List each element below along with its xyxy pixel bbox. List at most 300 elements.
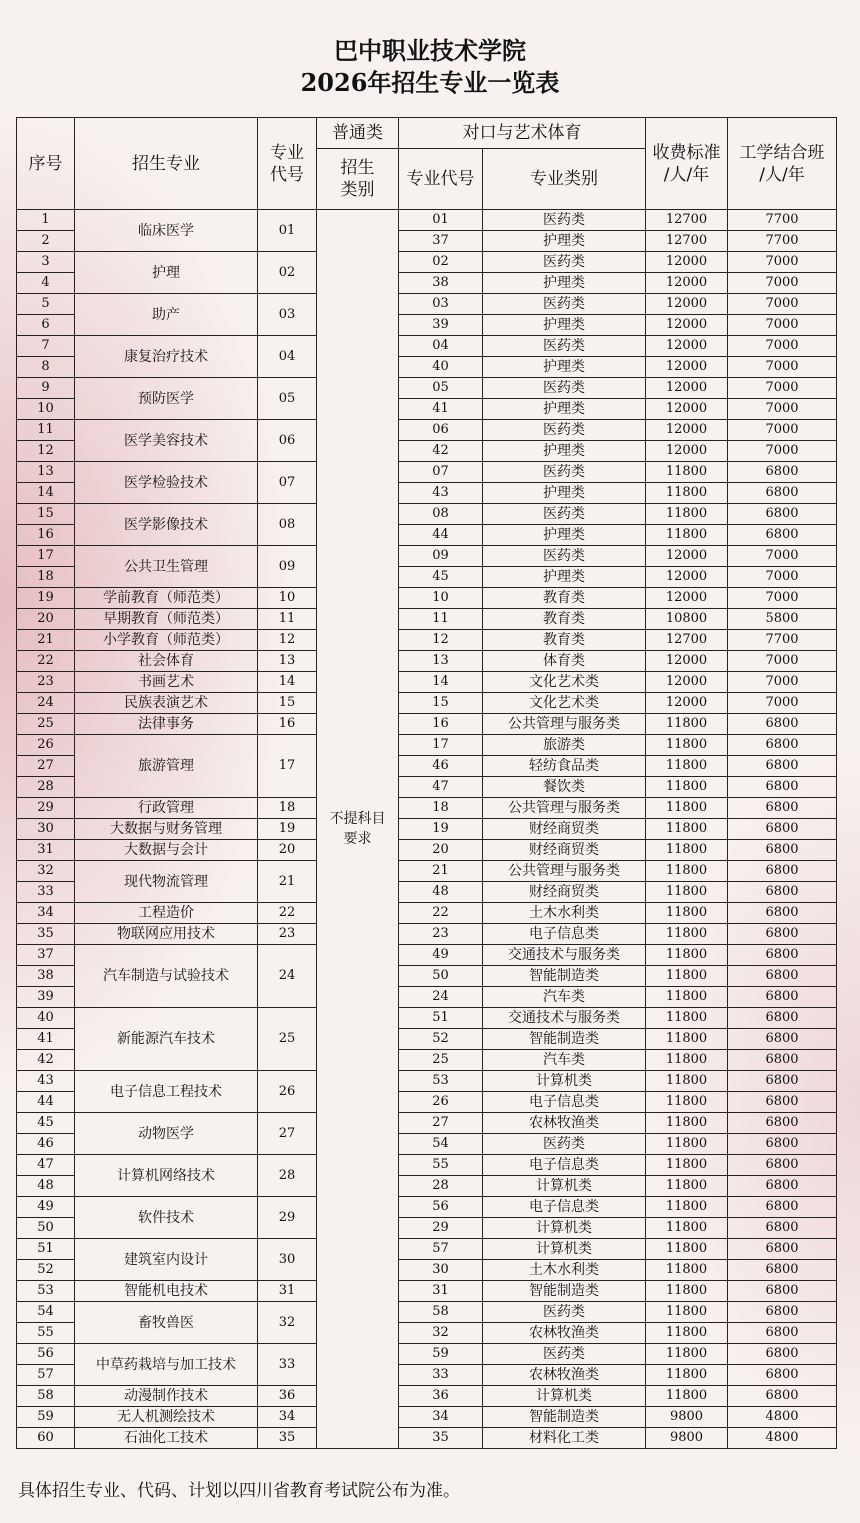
major-code-cell: 32	[258, 1302, 317, 1344]
seq-cell: 40	[17, 1008, 75, 1029]
voc-code-cell: 33	[399, 1365, 483, 1386]
voc-code-cell: 18	[399, 798, 483, 819]
table-row	[17, 735, 837, 756]
table-row	[17, 903, 837, 924]
fee-cell: 12000	[646, 315, 728, 336]
fee-cell: 11800	[646, 462, 728, 483]
fee-cell: 11800	[646, 819, 728, 840]
major-name-cell: 石油化工技术	[75, 1428, 258, 1449]
table-row	[17, 1428, 837, 1449]
voc-code-cell: 26	[399, 1092, 483, 1113]
fee-cell: 11800	[646, 735, 728, 756]
voc-code-cell: 58	[399, 1302, 483, 1323]
fee-cell: 11800	[646, 882, 728, 903]
voc-code-cell: 42	[399, 441, 483, 462]
header-work-study: 工学结合班 /人/年	[728, 118, 837, 210]
table-row	[17, 693, 837, 714]
voc-code-cell: 53	[399, 1071, 483, 1092]
seq-cell: 19	[17, 588, 75, 609]
fee-cell: 11800	[646, 1071, 728, 1092]
seq-cell: 7	[17, 336, 75, 357]
fee-cell: 11800	[646, 777, 728, 798]
major-code-cell: 06	[258, 420, 317, 462]
seq-cell: 46	[17, 1134, 75, 1155]
voc-code-cell: 39	[399, 315, 483, 336]
work-study-fee-cell: 7000	[728, 546, 837, 567]
voc-code-cell: 32	[399, 1323, 483, 1344]
fee-cell: 11800	[646, 714, 728, 735]
seq-cell: 11	[17, 420, 75, 441]
fee-cell: 11800	[646, 924, 728, 945]
fee-cell: 12000	[646, 420, 728, 441]
work-study-fee-cell: 7700	[728, 630, 837, 651]
voc-code-cell: 03	[399, 294, 483, 315]
voc-category-cell: 农林牧渔类	[483, 1365, 646, 1386]
major-code-cell: 30	[258, 1239, 317, 1281]
major-code-cell: 22	[258, 903, 317, 924]
table-row	[17, 462, 837, 483]
seq-cell: 52	[17, 1260, 75, 1281]
voc-category-cell: 计算机类	[483, 1218, 646, 1239]
major-code-cell: 33	[258, 1344, 317, 1386]
voc-category-cell: 护理类	[483, 231, 646, 252]
table-row	[17, 1155, 837, 1176]
voc-code-cell: 36	[399, 1386, 483, 1407]
major-name-cell: 医学检验技术	[75, 462, 258, 504]
voc-category-cell: 财经商贸类	[483, 840, 646, 861]
major-code-cell: 01	[258, 210, 317, 252]
table-row	[17, 420, 837, 441]
seq-cell: 10	[17, 399, 75, 420]
seq-cell: 20	[17, 609, 75, 630]
work-study-fee-cell: 7000	[728, 588, 837, 609]
fee-cell: 12700	[646, 630, 728, 651]
header-voc-category: 专业类别	[483, 149, 646, 210]
seq-cell: 57	[17, 1365, 75, 1386]
major-name-cell: 计算机网络技术	[75, 1155, 258, 1197]
fee-cell: 11800	[646, 1344, 728, 1365]
fee-cell: 11800	[646, 861, 728, 882]
voc-category-cell: 汽车类	[483, 1050, 646, 1071]
major-name-cell: 动漫制作技术	[75, 1386, 258, 1407]
requirement-cell: 不提科目要求	[317, 210, 399, 1449]
voc-code-cell: 50	[399, 966, 483, 987]
table-row	[17, 672, 837, 693]
voc-category-cell: 轻纺食品类	[483, 756, 646, 777]
header-seq: 序号	[17, 118, 75, 210]
voc-category-cell: 计算机类	[483, 1071, 646, 1092]
voc-code-cell: 30	[399, 1260, 483, 1281]
seq-cell: 4	[17, 273, 75, 294]
seq-cell: 8	[17, 357, 75, 378]
voc-category-cell: 电子信息类	[483, 1155, 646, 1176]
voc-category-cell: 医药类	[483, 336, 646, 357]
voc-code-cell: 04	[399, 336, 483, 357]
work-study-fee-cell: 6800	[728, 777, 837, 798]
voc-category-cell: 医药类	[483, 378, 646, 399]
voc-code-cell: 13	[399, 651, 483, 672]
work-study-fee-cell: 6800	[728, 1344, 837, 1365]
voc-category-cell: 护理类	[483, 273, 646, 294]
work-study-fee-cell: 7000	[728, 441, 837, 462]
major-code-cell: 02	[258, 252, 317, 294]
voc-category-cell: 智能制造类	[483, 1029, 646, 1050]
work-study-fee-cell: 7700	[728, 231, 837, 252]
work-study-fee-cell: 6800	[728, 903, 837, 924]
major-name-cell: 康复治疗技术	[75, 336, 258, 378]
fee-cell: 12000	[646, 588, 728, 609]
fee-cell: 11800	[646, 756, 728, 777]
seq-cell: 14	[17, 483, 75, 504]
work-study-fee-cell: 7000	[728, 672, 837, 693]
voc-category-cell: 医药类	[483, 420, 646, 441]
major-name-cell: 汽车制造与试验技术	[75, 945, 258, 1008]
voc-category-cell: 护理类	[483, 315, 646, 336]
fee-cell: 12700	[646, 231, 728, 252]
seq-cell: 58	[17, 1386, 75, 1407]
work-study-fee-cell: 6800	[728, 966, 837, 987]
voc-code-cell: 10	[399, 588, 483, 609]
work-study-fee-cell: 7000	[728, 357, 837, 378]
header-major: 招生专业	[75, 118, 258, 210]
work-study-fee-cell: 7000	[728, 273, 837, 294]
voc-code-cell: 14	[399, 672, 483, 693]
table-row	[17, 630, 837, 651]
table-row	[17, 714, 837, 735]
major-code-cell: 07	[258, 462, 317, 504]
work-study-fee-cell: 6800	[728, 1365, 837, 1386]
voc-category-cell: 餐饮类	[483, 777, 646, 798]
major-name-cell: 公共卫生管理	[75, 546, 258, 588]
seq-cell: 39	[17, 987, 75, 1008]
seq-cell: 29	[17, 798, 75, 819]
voc-code-cell: 44	[399, 525, 483, 546]
work-study-fee-cell: 6800	[728, 861, 837, 882]
footnote: 具体招生专业、代码、计划以四川省教育考试院公布为准。	[18, 1481, 460, 1501]
voc-category-cell: 医药类	[483, 546, 646, 567]
seq-cell: 51	[17, 1239, 75, 1260]
major-code-cell: 13	[258, 651, 317, 672]
voc-code-cell: 57	[399, 1239, 483, 1260]
voc-category-cell: 医药类	[483, 504, 646, 525]
voc-category-cell: 教育类	[483, 609, 646, 630]
table-row	[17, 609, 837, 630]
seq-cell: 49	[17, 1197, 75, 1218]
voc-code-cell: 48	[399, 882, 483, 903]
voc-code-cell: 41	[399, 399, 483, 420]
fee-cell: 12000	[646, 651, 728, 672]
voc-category-cell: 护理类	[483, 399, 646, 420]
fee-cell: 11800	[646, 1134, 728, 1155]
major-code-cell: 09	[258, 546, 317, 588]
table-row	[17, 378, 837, 399]
voc-category-cell: 医药类	[483, 1134, 646, 1155]
voc-category-cell: 土木水利类	[483, 1260, 646, 1281]
major-name-cell: 软件技术	[75, 1197, 258, 1239]
fee-cell: 12000	[646, 336, 728, 357]
major-name-cell: 建筑室内设计	[75, 1239, 258, 1281]
major-code-cell: 14	[258, 672, 317, 693]
work-study-fee-cell: 6800	[728, 1092, 837, 1113]
major-name-cell: 护理	[75, 252, 258, 294]
work-study-fee-cell: 7000	[728, 336, 837, 357]
seq-cell: 21	[17, 630, 75, 651]
table-row	[17, 1407, 837, 1428]
major-name-cell: 预防医学	[75, 378, 258, 420]
major-code-cell: 34	[258, 1407, 317, 1428]
voc-code-cell: 15	[399, 693, 483, 714]
major-code-cell: 17	[258, 735, 317, 798]
major-name-cell: 学前教育（师范类）	[75, 588, 258, 609]
voc-code-cell: 05	[399, 378, 483, 399]
major-code-cell: 25	[258, 1008, 317, 1071]
voc-code-cell: 11	[399, 609, 483, 630]
voc-category-cell: 公共管理与服务类	[483, 861, 646, 882]
major-code-cell: 21	[258, 861, 317, 903]
fee-cell: 11800	[646, 1008, 728, 1029]
seq-cell: 50	[17, 1218, 75, 1239]
major-name-cell: 临床医学	[75, 210, 258, 252]
seq-cell: 34	[17, 903, 75, 924]
fee-cell: 11800	[646, 1197, 728, 1218]
voc-category-cell: 公共管理与服务类	[483, 798, 646, 819]
fee-cell: 9800	[646, 1428, 728, 1449]
seq-cell: 54	[17, 1302, 75, 1323]
work-study-fee-cell: 6800	[728, 1197, 837, 1218]
voc-category-cell: 护理类	[483, 357, 646, 378]
seq-cell: 32	[17, 861, 75, 882]
fee-cell: 11800	[646, 840, 728, 861]
major-name-cell: 民族表演艺术	[75, 693, 258, 714]
voc-code-cell: 34	[399, 1407, 483, 1428]
work-study-fee-cell: 4800	[728, 1428, 837, 1449]
work-study-fee-cell: 5800	[728, 609, 837, 630]
voc-code-cell: 29	[399, 1218, 483, 1239]
major-name-cell: 小学教育（师范类）	[75, 630, 258, 651]
voc-category-cell: 电子信息类	[483, 1197, 646, 1218]
fee-cell: 12000	[646, 378, 728, 399]
work-study-fee-cell: 6800	[728, 1386, 837, 1407]
voc-category-cell: 医药类	[483, 294, 646, 315]
fee-cell: 11800	[646, 945, 728, 966]
major-name-cell: 智能机电技术	[75, 1281, 258, 1302]
major-code-cell: 12	[258, 630, 317, 651]
seq-cell: 16	[17, 525, 75, 546]
voc-category-cell: 农林牧渔类	[483, 1113, 646, 1134]
voc-category-cell: 护理类	[483, 567, 646, 588]
major-name-cell: 现代物流管理	[75, 861, 258, 903]
work-study-fee-cell: 6800	[728, 924, 837, 945]
voc-category-cell: 护理类	[483, 483, 646, 504]
work-study-fee-cell: 6800	[728, 840, 837, 861]
voc-code-cell: 52	[399, 1029, 483, 1050]
major-code-cell: 05	[258, 378, 317, 420]
work-study-fee-cell: 6800	[728, 882, 837, 903]
seq-cell: 53	[17, 1281, 75, 1302]
voc-category-cell: 旅游类	[483, 735, 646, 756]
voc-category-cell: 医药类	[483, 1344, 646, 1365]
fee-cell: 12000	[646, 252, 728, 273]
table-row	[17, 924, 837, 945]
work-study-fee-cell: 6800	[728, 987, 837, 1008]
header-general: 普通类	[317, 118, 399, 149]
voc-category-cell: 电子信息类	[483, 924, 646, 945]
seq-cell: 22	[17, 651, 75, 672]
table-row	[17, 336, 837, 357]
work-study-fee-cell: 6800	[728, 1218, 837, 1239]
fee-cell: 11800	[646, 798, 728, 819]
table-row	[17, 819, 837, 840]
seq-cell: 2	[17, 231, 75, 252]
voc-category-cell: 医药类	[483, 1302, 646, 1323]
work-study-fee-cell: 6800	[728, 1260, 837, 1281]
voc-category-cell: 文化艺术类	[483, 693, 646, 714]
document-subtitle: 2026年招生专业一览表	[300, 68, 560, 97]
work-study-fee-cell: 6800	[728, 1239, 837, 1260]
major-name-cell: 助产	[75, 294, 258, 336]
fee-cell: 11800	[646, 1176, 728, 1197]
table-row	[17, 651, 837, 672]
work-study-fee-cell: 6800	[728, 1113, 837, 1134]
voc-code-cell: 49	[399, 945, 483, 966]
voc-category-cell: 教育类	[483, 630, 646, 651]
work-study-fee-cell: 6800	[728, 756, 837, 777]
fee-cell: 11800	[646, 1260, 728, 1281]
major-code-cell: 11	[258, 609, 317, 630]
voc-code-cell: 55	[399, 1155, 483, 1176]
work-study-fee-cell: 6800	[728, 1050, 837, 1071]
major-name-cell: 早期教育（师范类）	[75, 609, 258, 630]
major-name-cell: 大数据与财务管理	[75, 819, 258, 840]
voc-code-cell: 43	[399, 483, 483, 504]
fee-cell: 12000	[646, 693, 728, 714]
work-study-fee-cell: 6800	[728, 945, 837, 966]
seq-cell: 56	[17, 1344, 75, 1365]
table-row	[17, 588, 837, 609]
major-name-cell: 物联网应用技术	[75, 924, 258, 945]
seq-cell: 24	[17, 693, 75, 714]
table-row	[17, 210, 837, 231]
fee-cell: 11800	[646, 1218, 728, 1239]
voc-code-cell: 22	[399, 903, 483, 924]
voc-code-cell: 25	[399, 1050, 483, 1071]
header-general-category: 招生 类别	[317, 149, 399, 210]
seq-cell: 45	[17, 1113, 75, 1134]
voc-code-cell: 54	[399, 1134, 483, 1155]
voc-code-cell: 40	[399, 357, 483, 378]
table-body	[17, 210, 837, 1449]
major-name-cell: 大数据与会计	[75, 840, 258, 861]
voc-code-cell: 46	[399, 756, 483, 777]
fee-cell: 11800	[646, 1386, 728, 1407]
major-name-cell: 无人机测绘技术	[75, 1407, 258, 1428]
voc-category-cell: 计算机类	[483, 1239, 646, 1260]
voc-code-cell: 37	[399, 231, 483, 252]
voc-code-cell: 07	[399, 462, 483, 483]
major-code-cell: 31	[258, 1281, 317, 1302]
major-code-cell: 24	[258, 945, 317, 1008]
voc-code-cell: 21	[399, 861, 483, 882]
fee-cell: 12000	[646, 273, 728, 294]
table-row	[17, 1008, 837, 1029]
work-study-fee-cell: 6800	[728, 483, 837, 504]
table-row	[17, 504, 837, 525]
table-row	[17, 546, 837, 567]
table-row	[17, 1071, 837, 1092]
work-study-fee-cell: 7000	[728, 315, 837, 336]
work-study-fee-cell: 7000	[728, 399, 837, 420]
voc-code-cell: 17	[399, 735, 483, 756]
seq-cell: 17	[17, 546, 75, 567]
major-name-cell: 新能源汽车技术	[75, 1008, 258, 1071]
work-study-fee-cell: 6800	[728, 714, 837, 735]
seq-cell: 26	[17, 735, 75, 756]
work-study-fee-cell: 7000	[728, 378, 837, 399]
seq-cell: 37	[17, 945, 75, 966]
fee-cell: 11800	[646, 1281, 728, 1302]
voc-category-cell: 财经商贸类	[483, 819, 646, 840]
voc-code-cell: 56	[399, 1197, 483, 1218]
voc-code-cell: 06	[399, 420, 483, 441]
major-code-cell: 10	[258, 588, 317, 609]
voc-code-cell: 20	[399, 840, 483, 861]
seq-cell: 30	[17, 819, 75, 840]
major-code-cell: 08	[258, 504, 317, 546]
voc-code-cell: 28	[399, 1176, 483, 1197]
table-row	[17, 1113, 837, 1134]
seq-cell: 12	[17, 441, 75, 462]
seq-cell: 18	[17, 567, 75, 588]
voc-category-cell: 智能制造类	[483, 1281, 646, 1302]
major-name-cell: 工程造价	[75, 903, 258, 924]
seq-cell: 55	[17, 1323, 75, 1344]
seq-cell: 43	[17, 1071, 75, 1092]
voc-category-cell: 计算机类	[483, 1176, 646, 1197]
seq-cell: 9	[17, 378, 75, 399]
major-code-cell: 15	[258, 693, 317, 714]
voc-category-cell: 交通技术与服务类	[483, 1008, 646, 1029]
enrollment-table	[16, 117, 837, 1449]
fee-cell: 9800	[646, 1407, 728, 1428]
voc-code-cell: 02	[399, 252, 483, 273]
major-name-cell: 行政管理	[75, 798, 258, 819]
fee-cell: 12000	[646, 672, 728, 693]
fee-cell: 11800	[646, 1365, 728, 1386]
seq-cell: 44	[17, 1092, 75, 1113]
fee-cell: 11800	[646, 987, 728, 1008]
table-row	[17, 1386, 837, 1407]
major-name-cell: 旅游管理	[75, 735, 258, 798]
major-name-cell: 电子信息工程技术	[75, 1071, 258, 1113]
major-code-cell: 27	[258, 1113, 317, 1155]
major-code-cell: 03	[258, 294, 317, 336]
voc-category-cell: 护理类	[483, 441, 646, 462]
work-study-fee-cell: 7000	[728, 693, 837, 714]
table-row	[17, 252, 837, 273]
work-study-fee-cell: 6800	[728, 1134, 837, 1155]
voc-code-cell: 51	[399, 1008, 483, 1029]
work-study-fee-cell: 6800	[728, 1323, 837, 1344]
fee-cell: 11800	[646, 1113, 728, 1134]
fee-cell: 11800	[646, 1050, 728, 1071]
voc-code-cell: 38	[399, 273, 483, 294]
work-study-fee-cell: 7000	[728, 294, 837, 315]
work-study-fee-cell: 6800	[728, 462, 837, 483]
seq-cell: 38	[17, 966, 75, 987]
voc-code-cell: 23	[399, 924, 483, 945]
voc-code-cell: 47	[399, 777, 483, 798]
voc-code-cell: 12	[399, 630, 483, 651]
